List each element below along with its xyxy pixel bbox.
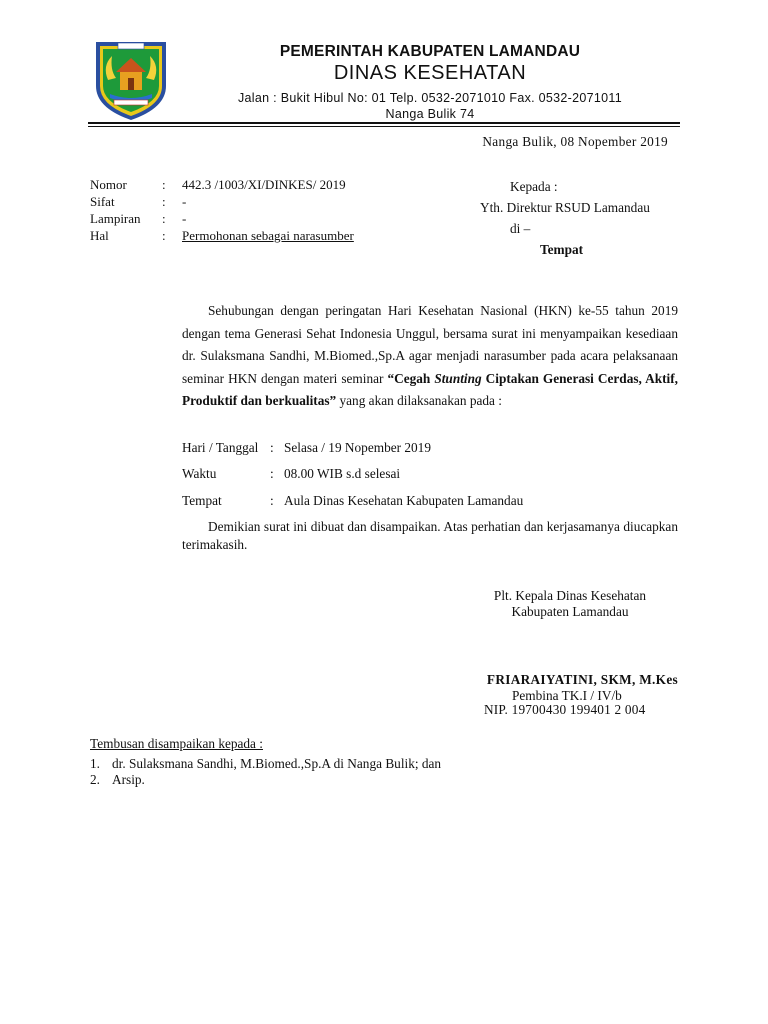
cc-number: 2. — [90, 772, 100, 787]
cc-text: dr. Sulaksmana Sandhi, M.Biomed.,Sp.A di Nanga Bulik; dan — [112, 756, 442, 771]
letterhead-agency: DINAS KESEHATAN — [333, 62, 527, 84]
meta-label: Hal — [90, 228, 109, 243]
signer-nip: NIP. 19700430 199401 2 004 — [484, 702, 646, 717]
meta-label: Nomor — [90, 177, 127, 192]
signer-title-2: Kabupaten Lamandau — [511, 604, 629, 619]
meta-value: - — [182, 211, 187, 226]
schedule-value: Aula Dinas Kesehatan Kabupaten Lamandau — [284, 493, 524, 508]
letterhead-address: Jalan : Bukit Hibul No: 01 Telp. 0532-2071010 Fax. 0532-2071011 — [238, 91, 622, 105]
meta-colon: : — [162, 228, 166, 243]
recipient-block — [480, 176, 650, 260]
list-item — [90, 772, 441, 788]
meta-row-lampiran — [90, 210, 354, 227]
meta-row-sifat — [90, 193, 354, 210]
recipient-place: Tempat — [540, 242, 584, 257]
letter-meta — [90, 176, 354, 244]
regency-emblem-icon — [88, 36, 174, 122]
meta-value-subject: Permohonan sebagai narasumber — [182, 228, 354, 243]
schedule-row-place — [182, 493, 523, 509]
meta-value: 442.3 /1003/XI/DINKES/ 2019 — [182, 177, 346, 192]
schedule-row-time — [182, 466, 400, 482]
schedule-label: Hari / Tanggal — [182, 440, 259, 455]
body-text: Sehubungan dengan peringatan Hari Kesehatan Nasional (HKN) ke-55 tahun 2019 dengan tema Generasi Sehat Indonesia Unggul, bersama surat ini menyampaikan kesediaan dr. Sulaksmana Sandhi, M.Biomed.,Sp.A agar menjadi narasumber pada acara pelaksanaan seminar HKN dengan materi seminar — [182, 303, 678, 386]
letterhead-city: Nanga Bulik 74 — [385, 107, 475, 121]
schedule-colon: : — [270, 493, 274, 508]
meta-value: - — [182, 194, 187, 209]
letter-date: Nanga Bulik, 08 Nopember 2019 — [482, 134, 668, 149]
signer-name: FRIARAIYATINI, SKM, M.Kes — [486, 672, 678, 687]
letterhead-rule-thick — [88, 122, 680, 124]
cc-list — [90, 756, 441, 788]
recipient-at: di – — [510, 221, 531, 236]
recipient-name: Yth. Direktur RSUD Lamandau — [480, 200, 650, 215]
schedule-label: Tempat — [182, 493, 222, 508]
body-paragraph — [182, 300, 678, 413]
meta-colon: : — [162, 177, 166, 192]
schedule-value: Selasa / 19 Nopember 2019 — [284, 440, 431, 455]
signer-rank: Pembina TK.I / IV/b — [512, 688, 622, 703]
meta-label: Sifat — [90, 194, 115, 209]
cc-title: Tembusan disampaikan kepada : — [90, 736, 263, 751]
schedule-row-date — [182, 440, 431, 456]
schedule-colon: : — [270, 440, 274, 455]
meta-colon: : — [162, 194, 166, 209]
signer-title-1: Plt. Kepala Dinas Kesehatan — [493, 588, 647, 603]
schedule-colon: : — [270, 466, 274, 481]
seminar-topic-rest: Ciptakan Generasi Cerdas, Aktif, Produktif dan berkualitas” — [182, 370, 678, 408]
schedule-label: Waktu — [182, 466, 217, 481]
seminar-topic-open: “Cegah — [387, 370, 435, 386]
closing-paragraph: Demikian surat ini dibuat dan disampaikan. Atas perhatian dan kerjasamanya diucapkan terimakasih. — [182, 519, 678, 552]
recipient-to: Kepada : — [510, 179, 558, 194]
meta-colon: : — [162, 211, 166, 226]
meta-row-hal — [90, 227, 354, 244]
meta-label: Lampiran — [90, 211, 141, 226]
meta-row-nomor — [90, 176, 354, 193]
letterhead-government: PEMERINTAH KABUPATEN LAMANDAU — [279, 43, 581, 60]
seminar-topic-italic: Stunting — [434, 370, 482, 386]
letterhead-rule-thin — [88, 126, 680, 127]
cc-number: 1. — [90, 756, 100, 771]
list-item — [90, 756, 441, 772]
letterhead — [180, 42, 680, 122]
cc-text: Arsip. — [112, 772, 145, 787]
schedule-value: 08.00 WIB s.d selesai — [284, 466, 401, 481]
body-text-end: yang akan dilaksanakan pada : — [336, 393, 502, 408]
